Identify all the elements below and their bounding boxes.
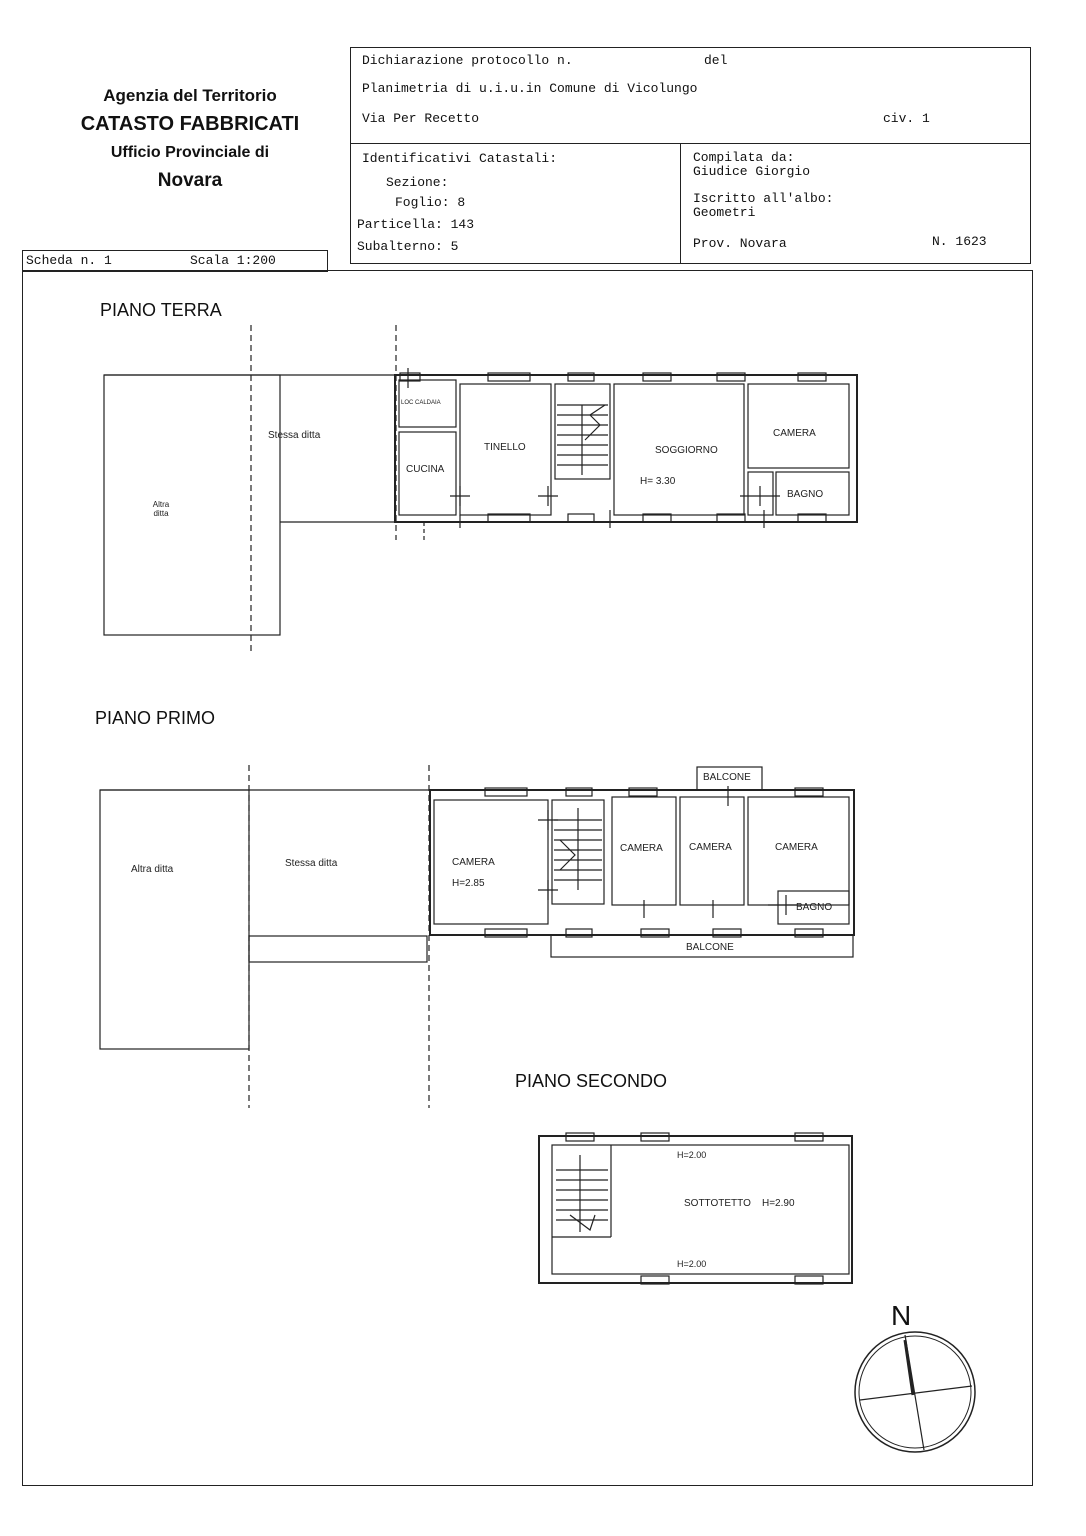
agency-name: Agenzia del Territorio xyxy=(103,86,277,105)
ground-altra-ditta-outline xyxy=(104,375,280,635)
second-h-mid-label: H=2.90 xyxy=(762,1198,795,1209)
planimetry-label: Planimetria di u.i.u.in Comune di Vicolungo xyxy=(362,81,698,96)
office-label: Ufficio Provinciale di xyxy=(110,144,270,161)
first-camera3-label: CAMERA xyxy=(689,842,732,853)
sheet-scale: Scala 1:200 xyxy=(190,253,276,268)
sheet-number: Scheda n. 1 xyxy=(26,253,112,268)
cucina-label: CUCINA xyxy=(406,464,445,475)
foglio-label: Foglio: 8 xyxy=(395,195,466,210)
ground-height-label: H= 3.30 xyxy=(640,476,676,487)
compiler-label: Compilata da: xyxy=(693,150,795,165)
first-camera4-label: CAMERA xyxy=(775,842,818,853)
first-altra-ditta-label: Altra ditta xyxy=(131,864,174,875)
second-floor-title: PIANO SECONDO xyxy=(515,1071,668,1091)
ground-bagno-label: BAGNO xyxy=(787,489,824,500)
second-h-top-label: H=2.00 xyxy=(677,1150,707,1160)
first-camera2-label: CAMERA xyxy=(620,843,663,854)
ground-floor-title: PIANO TERRA xyxy=(100,300,222,320)
first-camera1-label: CAMERA xyxy=(452,857,495,868)
compass-north-label: N xyxy=(891,1300,912,1331)
registered-label: Iscritto all'albo: xyxy=(693,191,834,206)
identifiers-title: Identificativi Catastali: xyxy=(362,151,558,166)
sottotetto-label: SOTTOTETTO xyxy=(684,1198,751,1209)
first-balcone-top-label: BALCONE xyxy=(703,772,751,783)
sezione-label: Sezione: xyxy=(386,175,449,190)
first-balcone-bottom-label: BALCONE xyxy=(686,942,734,953)
first-height-label: H=2.85 xyxy=(452,878,485,889)
loc-caldaia-label: LOC CALDAIA xyxy=(401,400,441,406)
ground-altra-ditta-label: Altra ditta xyxy=(152,500,170,518)
soggiorno-label: SOGGIORNO xyxy=(655,445,718,456)
civic-label: civ. 1 xyxy=(883,111,930,126)
subalterno-label: Subalterno: 5 xyxy=(357,239,459,254)
catasto-title: CATASTO FABBRICATI xyxy=(80,113,300,135)
ground-stessa-ditta-label: Stessa ditta xyxy=(268,430,321,441)
registry-label: Geometri xyxy=(693,205,756,220)
ground-camera-label: CAMERA xyxy=(773,428,816,439)
compiler-number: N. 1623 xyxy=(932,234,987,249)
tinello-label: TINELLO xyxy=(484,442,526,453)
address-label: Via Per Recetto xyxy=(362,111,480,126)
compiler-province: Prov. Novara xyxy=(693,236,787,251)
first-stessa-ditta-label: Stessa ditta xyxy=(285,858,338,869)
protocol-label: Dichiarazione protocollo n. xyxy=(362,53,573,68)
first-floor-title: PIANO PRIMO xyxy=(95,708,216,728)
compiler-name: Giudice Giorgio xyxy=(693,164,811,179)
first-altra-ditta-outline xyxy=(100,790,249,1049)
second-h-bottom-label: H=2.00 xyxy=(677,1259,707,1269)
particella-label: Particella: 143 xyxy=(357,217,475,232)
date-label: del xyxy=(704,53,728,68)
first-bagno-label: BAGNO xyxy=(796,902,833,913)
province-label: Novara xyxy=(157,170,223,191)
